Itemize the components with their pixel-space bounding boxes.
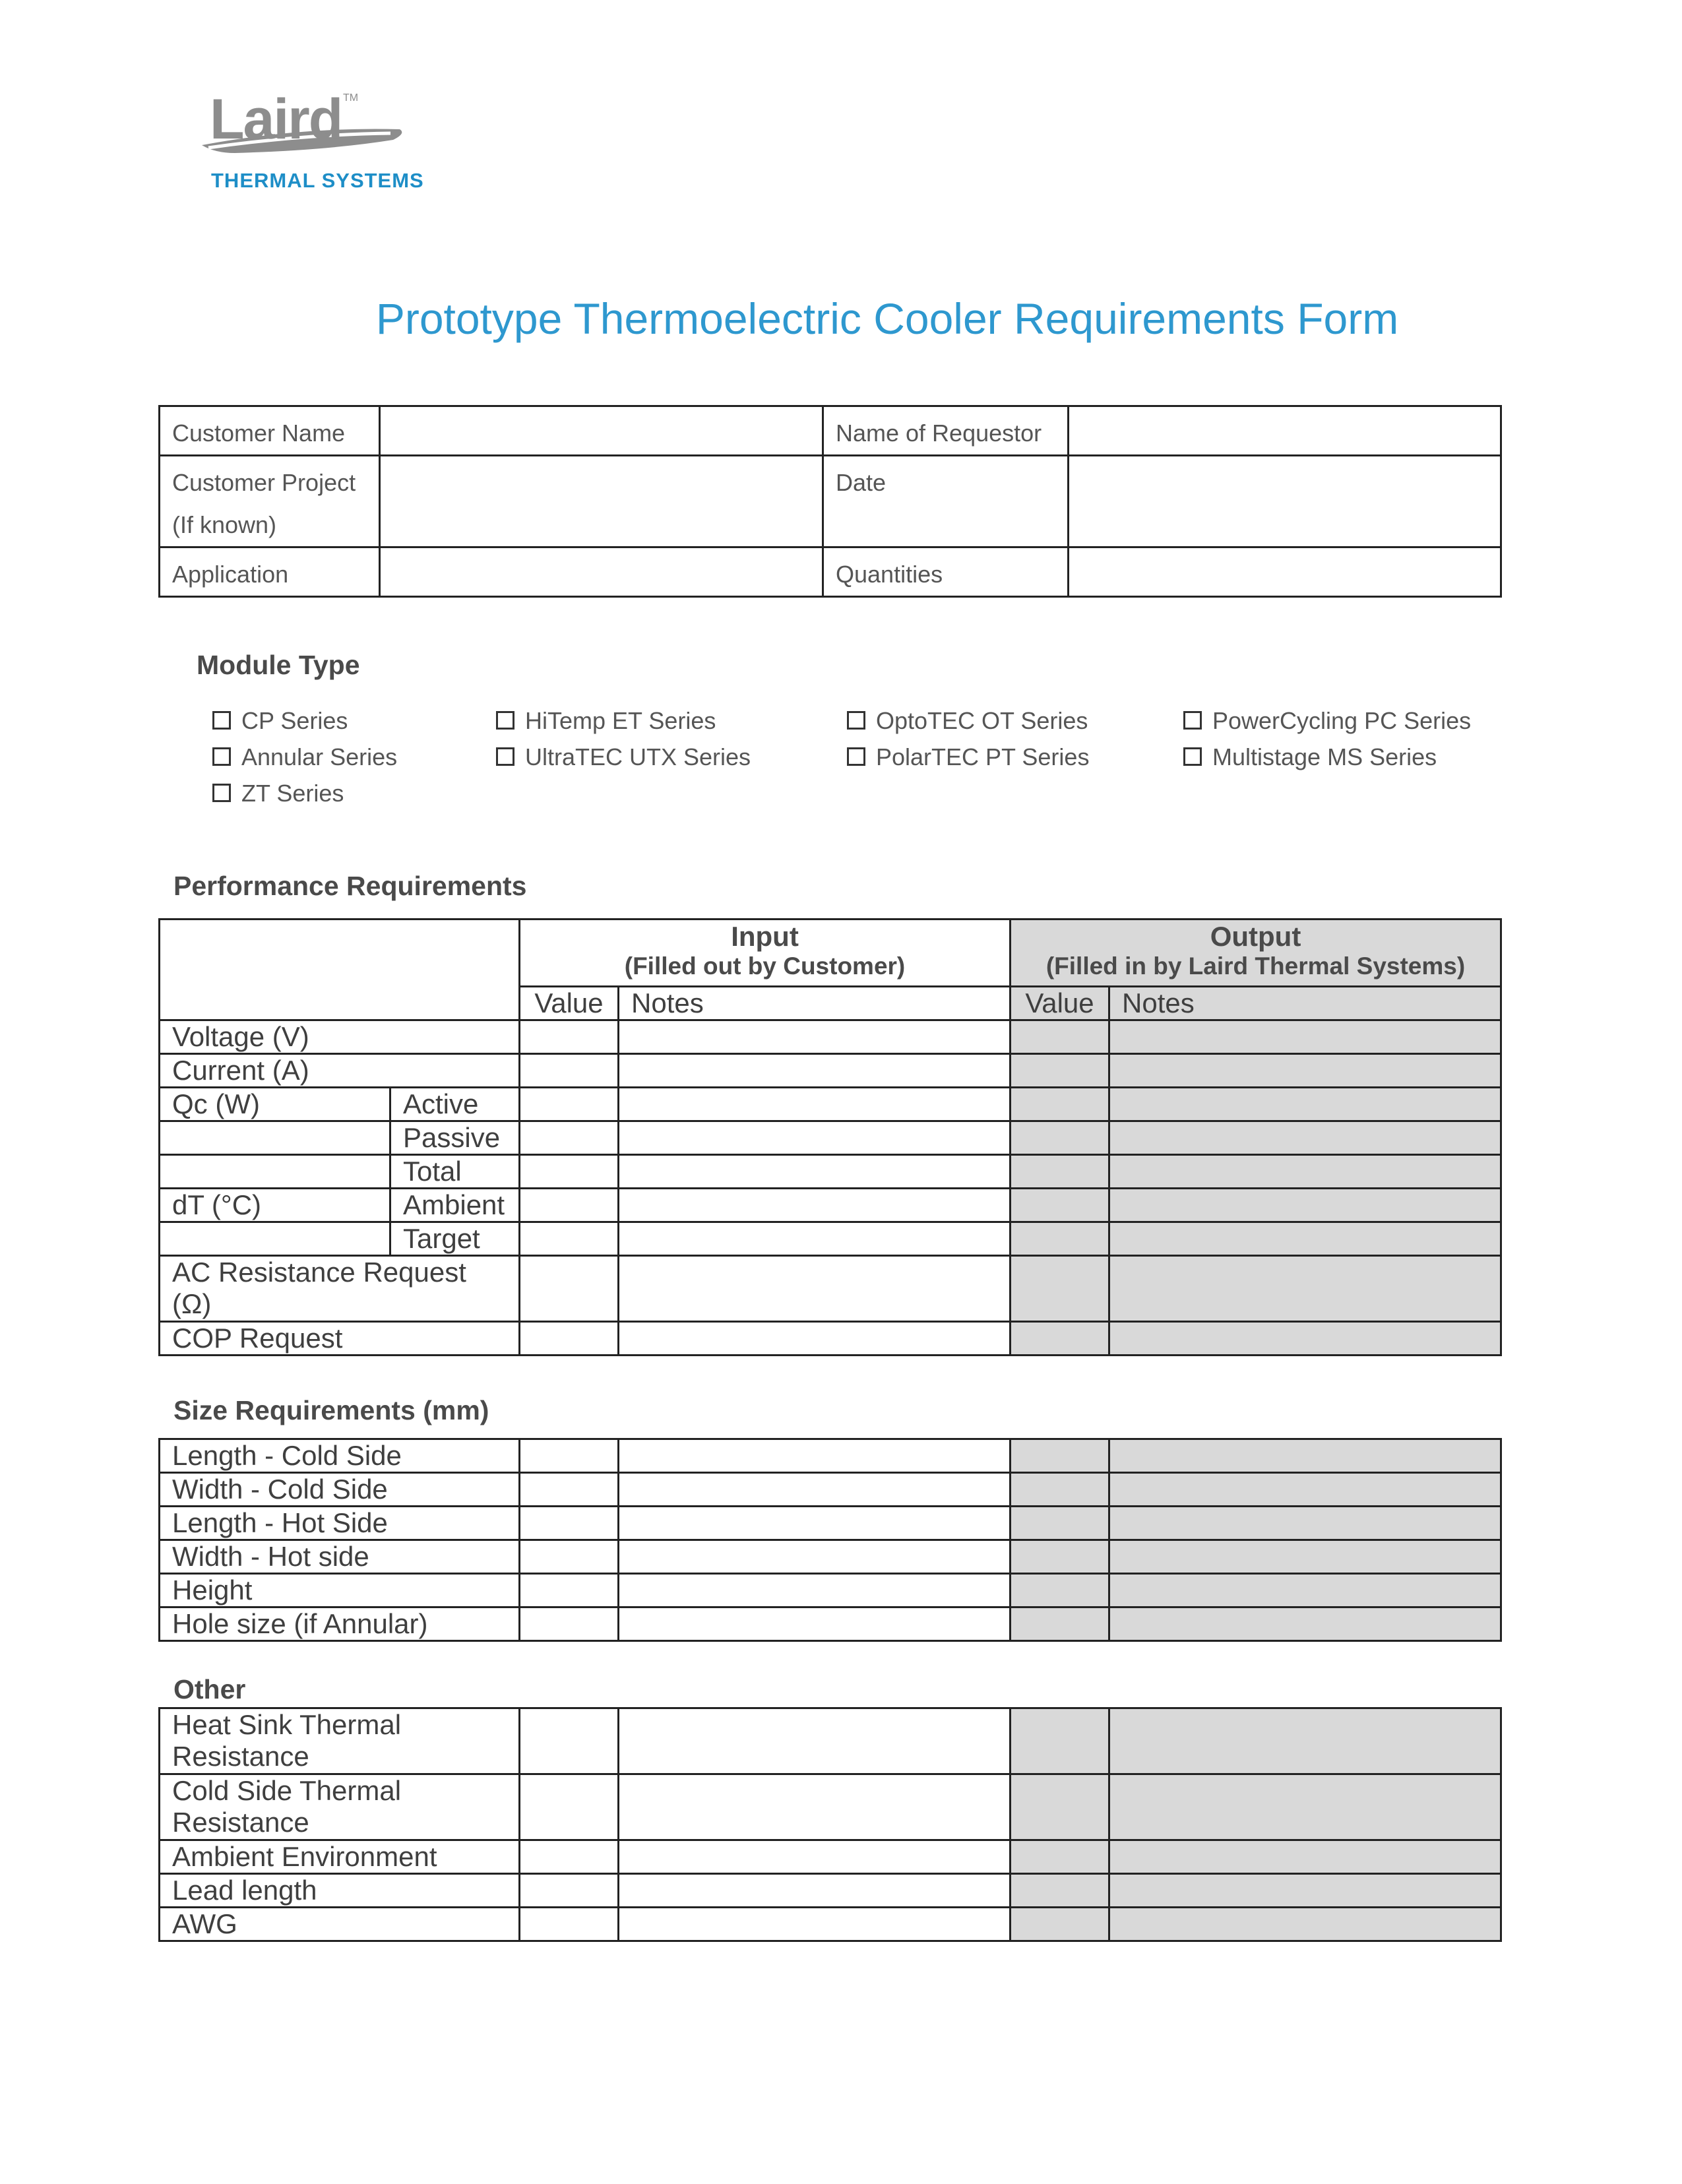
input-value-cell[interactable] (520, 1155, 619, 1189)
output-notes-cell (1109, 1574, 1501, 1607)
size-heading: Size Requirements (mm) (173, 1395, 489, 1425)
output-value-cell (1011, 1607, 1109, 1641)
output-notes-cell (1109, 1507, 1501, 1540)
checkbox-icon[interactable] (1183, 747, 1202, 766)
input-notes-cell[interactable] (619, 1322, 1011, 1356)
output-notes-cell (1109, 1840, 1501, 1874)
option-annular[interactable]: Annular Series (212, 743, 397, 771)
performance-heading: Performance Requirements (173, 871, 527, 901)
row-label (160, 1222, 390, 1256)
output-value-cell (1011, 1189, 1109, 1222)
option-powercycling[interactable]: PowerCycling PC Series (1183, 707, 1471, 735)
input-value-cell[interactable] (520, 1256, 619, 1322)
input-value-cell[interactable] (520, 1121, 619, 1155)
output-notes-cell (1109, 1322, 1501, 1356)
input-value-cell[interactable] (520, 1507, 619, 1540)
row-label: Height (160, 1574, 520, 1607)
output-value-cell (1011, 1222, 1109, 1256)
quantities-field[interactable] (1069, 547, 1501, 597)
customer-name-field[interactable] (380, 406, 823, 456)
performance-table (158, 918, 1502, 1356)
row-label: Lead length (160, 1874, 520, 1908)
checkbox-icon[interactable] (212, 747, 231, 766)
logo-tm: TM (343, 92, 359, 104)
table-row (160, 1189, 1501, 1222)
customer-name-label: Customer Name (160, 406, 380, 456)
table-row (160, 1020, 1501, 1054)
output-value-cell (1011, 1473, 1109, 1507)
input-notes-cell[interactable] (619, 1439, 1011, 1473)
row-label: Current (A) (160, 1054, 520, 1088)
input-notes-cell[interactable] (619, 1155, 1011, 1189)
table-row (160, 1054, 1501, 1088)
input-notes-cell[interactable] (619, 1908, 1011, 1941)
output-value-cell (1011, 1708, 1109, 1774)
input-notes-cell[interactable] (619, 1874, 1011, 1908)
input-notes-cell[interactable] (619, 1020, 1011, 1054)
table-row (160, 1256, 1501, 1322)
output-notes-cell (1109, 1473, 1501, 1507)
output-notes-cell (1109, 1054, 1501, 1088)
customer-info-table (158, 405, 1502, 598)
table-row (160, 1708, 1501, 1774)
laird-logo (195, 87, 459, 199)
row-label: Cold Side Thermal Resistance (160, 1774, 520, 1840)
output-notes-cell (1109, 1020, 1501, 1054)
input-value-cell[interactable] (520, 1607, 619, 1641)
row-sublabel: Passive (390, 1121, 520, 1155)
table-row (160, 1222, 1501, 1256)
option-cp[interactable]: CP Series (212, 707, 348, 735)
table-row (160, 1121, 1501, 1155)
table-row (160, 1840, 1501, 1874)
input-value-cell[interactable] (520, 1439, 619, 1473)
output-value-cell (1011, 1540, 1109, 1574)
table-row (160, 1540, 1501, 1574)
row-label (160, 1155, 390, 1189)
option-hitemp[interactable]: HiTemp ET Series (496, 707, 716, 735)
row-label: Length - Cold Side (160, 1439, 520, 1473)
input-value-cell[interactable] (520, 1020, 619, 1054)
logo-subtitle: THERMAL SYSTEMS (211, 169, 424, 192)
input-notes-cell[interactable] (619, 1840, 1011, 1874)
output-value-cell (1011, 1256, 1109, 1322)
input-value-cell[interactable] (520, 1189, 619, 1222)
application-field[interactable] (380, 547, 823, 597)
row-label: Heat Sink Thermal Resistance (160, 1708, 520, 1774)
output-value-cell (1011, 1054, 1109, 1088)
output-notes-cell (1109, 1439, 1501, 1473)
quantities-label: Quantities (823, 547, 1069, 597)
output-notes-cell (1109, 1908, 1501, 1941)
output-value-cell (1011, 1088, 1109, 1121)
option-optotec[interactable]: OptoTEC OT Series (847, 707, 1088, 735)
output-value-cell (1011, 1874, 1109, 1908)
row-label: AC Resistance Request (Ω) (160, 1256, 520, 1322)
input-value-cell[interactable] (520, 1322, 619, 1356)
module-type-heading: Module Type (197, 650, 360, 680)
input-notes-cell[interactable] (619, 1574, 1011, 1607)
output-notes-cell (1109, 1189, 1501, 1222)
row-label: Length - Hot Side (160, 1507, 520, 1540)
date-label: Date (823, 456, 1069, 547)
customer-project-label (160, 456, 380, 547)
output-value-cell (1011, 1155, 1109, 1189)
row-label: dT (°C) (160, 1189, 390, 1222)
row-label: COP Request (160, 1322, 520, 1356)
input-notes-cell[interactable] (619, 1189, 1011, 1222)
size-table (158, 1438, 1502, 1642)
option-multistage[interactable]: Multistage MS Series (1183, 743, 1437, 771)
input-notes-cell[interactable] (619, 1708, 1011, 1774)
table-row (160, 1908, 1501, 1941)
input-header: Input (Filled out by Customer) (520, 920, 1011, 987)
input-value-cell[interactable] (520, 1088, 619, 1121)
table-row (160, 1607, 1501, 1641)
option-zt[interactable]: ZT Series (212, 780, 344, 807)
option-ultratec[interactable]: UltraTEC UTX Series (496, 743, 751, 771)
requestor-label: Name of Requestor (823, 406, 1069, 456)
table-row (160, 1322, 1501, 1356)
output-value-cell (1011, 1774, 1109, 1840)
row-label (160, 1121, 390, 1155)
output-notes-cell (1109, 1256, 1501, 1322)
application-label: Application (160, 547, 380, 597)
row-label: Hole size (if Annular) (160, 1607, 520, 1641)
output-value-cell (1011, 1574, 1109, 1607)
table-row (160, 1439, 1501, 1473)
output-value-cell (1011, 1840, 1109, 1874)
table-row (160, 1874, 1501, 1908)
row-label: Voltage (V) (160, 1020, 520, 1054)
table-row (160, 1088, 1501, 1121)
input-notes-header: Notes (619, 987, 1011, 1020)
output-notes-cell (1109, 1222, 1501, 1256)
input-notes-cell[interactable] (619, 1607, 1011, 1641)
output-notes-header: Notes (1109, 987, 1501, 1020)
other-table (158, 1707, 1502, 1942)
customer-project-text: Customer Project (172, 469, 356, 496)
checkbox-icon[interactable] (847, 711, 865, 730)
input-notes-cell[interactable] (619, 1507, 1011, 1540)
output-notes-cell (1109, 1607, 1501, 1641)
row-sublabel: Ambient (390, 1189, 520, 1222)
output-value-cell (1011, 1908, 1109, 1941)
table-row (160, 1574, 1501, 1607)
checkbox-icon[interactable] (1183, 711, 1202, 730)
output-notes-cell (1109, 1708, 1501, 1774)
input-notes-cell[interactable] (619, 1054, 1011, 1088)
output-notes-cell (1109, 1874, 1501, 1908)
output-value-cell (1011, 1322, 1109, 1356)
input-notes-cell[interactable] (619, 1256, 1011, 1322)
checkbox-icon[interactable] (212, 784, 231, 802)
form-title: Prototype Thermoelectric Cooler Requirements Form (375, 294, 1399, 343)
row-label: Ambient Environment (160, 1840, 520, 1874)
row-label: Qc (W) (160, 1088, 390, 1121)
input-value-cell[interactable] (520, 1708, 619, 1774)
option-polartec[interactable]: PolarTEC PT Series (847, 743, 1089, 771)
checkbox-icon[interactable] (847, 747, 865, 766)
output-value-cell (1011, 1439, 1109, 1473)
row-label: Width - Cold Side (160, 1473, 520, 1507)
output-value-header: Value (1011, 987, 1109, 1020)
checkbox-icon[interactable] (496, 711, 514, 730)
output-notes-cell (1109, 1088, 1501, 1121)
output-notes-cell (1109, 1121, 1501, 1155)
table-row (160, 1507, 1501, 1540)
output-value-cell (1011, 1020, 1109, 1054)
input-value-cell[interactable] (520, 1908, 619, 1941)
row-label: Width - Hot side (160, 1540, 520, 1574)
input-value-cell[interactable] (520, 1473, 619, 1507)
output-header: Output (Filled in by Laird Thermal Systems) (1011, 920, 1501, 987)
output-value-cell (1011, 1507, 1109, 1540)
table-row (160, 1774, 1501, 1840)
input-value-cell[interactable] (520, 1874, 619, 1908)
table-row (160, 1155, 1501, 1189)
input-notes-cell[interactable] (619, 1473, 1011, 1507)
input-value-cell[interactable] (520, 1774, 619, 1840)
output-notes-cell (1109, 1540, 1501, 1574)
checkbox-icon[interactable] (496, 747, 514, 766)
input-value-cell[interactable] (520, 1222, 619, 1256)
row-sublabel: Active (390, 1088, 520, 1121)
other-heading: Other (173, 1674, 246, 1704)
row-sublabel: Total (390, 1155, 520, 1189)
input-notes-cell[interactable] (619, 1222, 1011, 1256)
date-field[interactable] (1069, 456, 1501, 547)
row-label: AWG (160, 1908, 520, 1941)
output-notes-cell (1109, 1155, 1501, 1189)
input-value-header: Value (520, 987, 619, 1020)
input-notes-cell[interactable] (619, 1540, 1011, 1574)
if-known-text: (If known) (172, 511, 277, 538)
customer-project-field[interactable] (380, 456, 823, 547)
input-value-cell[interactable] (520, 1574, 619, 1607)
perf-header-blank (160, 920, 520, 1020)
input-value-cell[interactable] (520, 1054, 619, 1088)
input-value-cell[interactable] (520, 1540, 619, 1574)
input-notes-cell[interactable] (619, 1088, 1011, 1121)
input-value-cell[interactable] (520, 1840, 619, 1874)
output-notes-cell (1109, 1774, 1501, 1840)
output-value-cell (1011, 1121, 1109, 1155)
table-row (160, 1473, 1501, 1507)
requestor-field[interactable] (1069, 406, 1501, 456)
input-notes-cell[interactable] (619, 1774, 1011, 1840)
row-sublabel: Target (390, 1222, 520, 1256)
input-notes-cell[interactable] (619, 1121, 1011, 1155)
checkbox-icon[interactable] (212, 711, 231, 730)
logo-wordmark: Laird (210, 88, 342, 151)
